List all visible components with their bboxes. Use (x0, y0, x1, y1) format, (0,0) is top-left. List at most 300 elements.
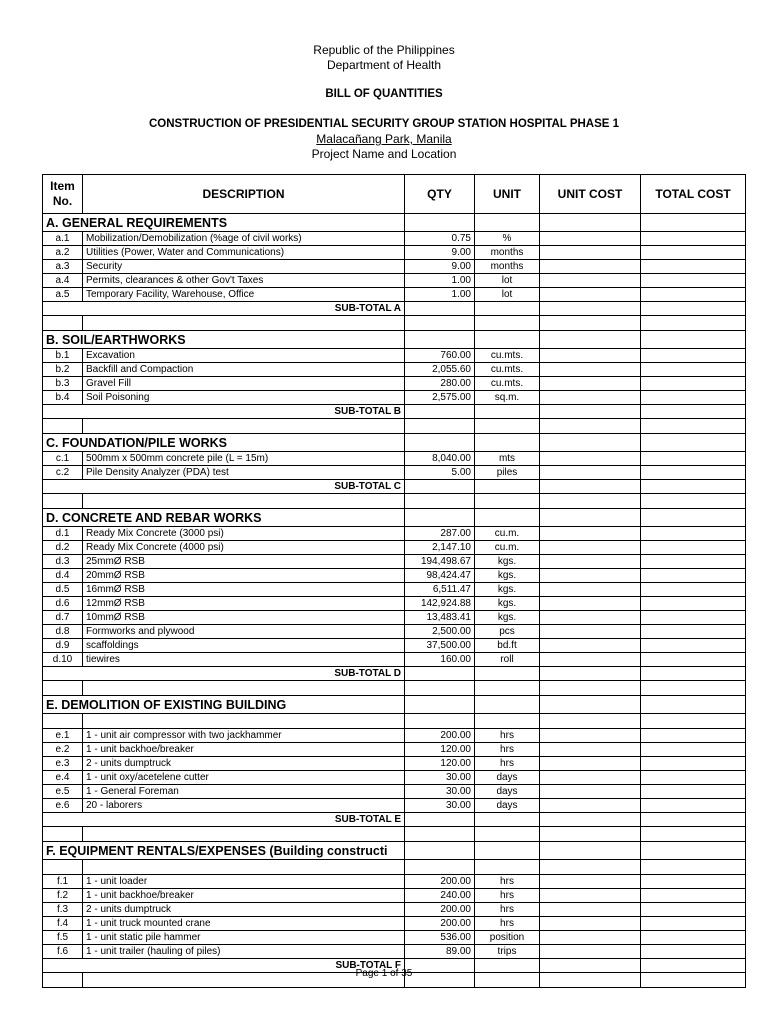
item-no-cell: f.5 (43, 931, 83, 945)
empty-cell (475, 860, 540, 875)
description-cell: scaffoldings (83, 639, 405, 653)
unit-cell: sq.m. (475, 391, 540, 405)
table-row (43, 391, 746, 405)
subtotal-label: SUB-TOTAL E (43, 813, 405, 827)
empty-cell (475, 331, 540, 349)
total-cost-cell (641, 583, 746, 597)
unit-cost-cell (540, 889, 641, 903)
empty-cell (83, 681, 405, 696)
item-no-cell: f.1 (43, 875, 83, 889)
empty-cell (641, 316, 746, 331)
empty-cell (475, 842, 540, 860)
empty-cell (475, 419, 540, 434)
qty-cell: 240.00 (405, 889, 475, 903)
qty-cell: 200.00 (405, 903, 475, 917)
qty-cell: 13,483.41 (405, 611, 475, 625)
description-cell: 2 - units dumptruck (83, 757, 405, 771)
description-cell: 1 - unit trailer (hauling of piles) (83, 945, 405, 959)
unit-cell: position (475, 931, 540, 945)
qty-cell: 5.00 (405, 466, 475, 480)
total-cost-cell (641, 771, 746, 785)
item-no-cell: b.4 (43, 391, 83, 405)
description-cell: Soil Poisoning (83, 391, 405, 405)
qty-cell: 194,498.67 (405, 555, 475, 569)
table-row (43, 274, 746, 288)
header-republic: Republic of the Philippines (313, 43, 455, 57)
item-no-cell: e.1 (43, 729, 83, 743)
table-body (43, 214, 746, 988)
item-no-cell: a.1 (43, 232, 83, 246)
empty-cell (405, 509, 475, 527)
item-no-cell: f.3 (43, 903, 83, 917)
total-cost-cell (641, 639, 746, 653)
unit-cell: trips (475, 945, 540, 959)
total-cost-cell (641, 569, 746, 583)
unit-cost-cell (540, 555, 641, 569)
blank-row (43, 714, 746, 729)
column-header-item-no: Item No. (43, 175, 83, 214)
unit-cell: mts (475, 452, 540, 466)
empty-cell (641, 494, 746, 509)
item-no-cell: a.2 (43, 246, 83, 260)
empty-cell (43, 860, 83, 875)
unit-cost-cell (540, 391, 641, 405)
total-cost-cell (641, 945, 746, 959)
empty-cell (405, 827, 475, 842)
table-header-row (43, 175, 746, 214)
item-no-cell: d.8 (43, 625, 83, 639)
total-cost-cell (641, 799, 746, 813)
empty-cell (405, 681, 475, 696)
item-no-cell: c.1 (43, 452, 83, 466)
qty-cell: 142,924.88 (405, 597, 475, 611)
total-cost-cell (641, 274, 746, 288)
empty-cell (641, 714, 746, 729)
description-cell: 16mmØ RSB (83, 583, 405, 597)
unit-cell: days (475, 785, 540, 799)
empty-cell (475, 405, 540, 419)
qty-cell: 9.00 (405, 260, 475, 274)
subtotal-row (43, 480, 746, 494)
empty-cell (405, 860, 475, 875)
empty-cell (540, 509, 641, 527)
empty-cell (405, 714, 475, 729)
section-heading-row (43, 696, 746, 714)
column-header-unit: UNIT (475, 175, 540, 214)
empty-cell (475, 316, 540, 331)
unit-cell: cu.mts. (475, 349, 540, 363)
unit-cell: cu.m. (475, 527, 540, 541)
empty-cell (540, 214, 641, 232)
item-no-cell: e.5 (43, 785, 83, 799)
item-no-cell: d.5 (43, 583, 83, 597)
empty-cell (641, 434, 746, 452)
empty-cell (405, 331, 475, 349)
unit-cell: months (475, 260, 540, 274)
table-row (43, 597, 746, 611)
total-cost-cell (641, 743, 746, 757)
description-cell: Utilities (Power, Water and Communications) (83, 246, 405, 260)
qty-cell: 30.00 (405, 771, 475, 785)
empty-cell (540, 494, 641, 509)
total-cost-cell (641, 729, 746, 743)
table-row (43, 232, 746, 246)
table-row (43, 653, 746, 667)
empty-cell (475, 434, 540, 452)
empty-cell (475, 302, 540, 316)
unit-cost-cell (540, 274, 641, 288)
empty-cell (405, 405, 475, 419)
header-department: Department of Health (326, 58, 442, 72)
unit-cell: months (475, 246, 540, 260)
description-cell: 1 - unit loader (83, 875, 405, 889)
unit-cost-cell (540, 466, 641, 480)
unit-cost-cell (540, 569, 641, 583)
description-cell: Mobilization/Demobilization (%age of civil works) (83, 232, 405, 246)
empty-cell (540, 302, 641, 316)
section-title: B. SOIL/EARTHWORKS (43, 331, 405, 349)
description-cell: 20mmØ RSB (83, 569, 405, 583)
total-cost-cell (641, 349, 746, 363)
empty-cell (83, 494, 405, 509)
empty-cell (405, 667, 475, 681)
table-row (43, 527, 746, 541)
item-no-cell: e.3 (43, 757, 83, 771)
qty-cell: 120.00 (405, 743, 475, 757)
unit-cost-cell (540, 931, 641, 945)
empty-cell (405, 480, 475, 494)
total-cost-cell (641, 288, 746, 302)
empty-cell (405, 494, 475, 509)
description-cell: 2 - units dumptruck (83, 903, 405, 917)
table-row (43, 466, 746, 480)
item-no-cell: a.4 (43, 274, 83, 288)
empty-cell (475, 714, 540, 729)
empty-cell (43, 419, 83, 434)
unit-cost-cell (540, 757, 641, 771)
section-title: E. DEMOLITION OF EXISTING BUILDING (43, 696, 405, 714)
unit-cell: hrs (475, 757, 540, 771)
qty-cell: 8,040.00 (405, 452, 475, 466)
qty-cell: 89.00 (405, 945, 475, 959)
empty-cell (475, 214, 540, 232)
empty-cell (43, 714, 83, 729)
empty-cell (83, 860, 405, 875)
unit-cost-cell (540, 583, 641, 597)
total-cost-cell (641, 527, 746, 541)
column-header-qty: QTY (405, 175, 475, 214)
table-row (43, 246, 746, 260)
item-no-cell: b.1 (43, 349, 83, 363)
empty-cell (540, 331, 641, 349)
total-cost-cell (641, 611, 746, 625)
table-row (43, 639, 746, 653)
empty-cell (405, 419, 475, 434)
unit-cost-cell (540, 611, 641, 625)
description-cell: 1 - unit oxy/acetelene cutter (83, 771, 405, 785)
description-cell: 1 - unit backhoe/breaker (83, 743, 405, 757)
unit-cell: hrs (475, 917, 540, 931)
unit-cost-cell (540, 771, 641, 785)
empty-cell (641, 860, 746, 875)
description-cell: Ready Mix Concrete (4000 psi) (83, 541, 405, 555)
qty-cell: 6,511.47 (405, 583, 475, 597)
location-caption: Project Name and Location (311, 147, 457, 161)
qty-cell: 2,147.10 (405, 541, 475, 555)
total-cost-cell (641, 363, 746, 377)
table-row (43, 611, 746, 625)
unit-cost-cell (540, 743, 641, 757)
empty-cell (641, 480, 746, 494)
qty-cell: 0.75 (405, 232, 475, 246)
page-number: Page 1 of 35 (355, 968, 413, 979)
empty-cell (540, 316, 641, 331)
qty-cell: 280.00 (405, 377, 475, 391)
qty-cell: 760.00 (405, 349, 475, 363)
unit-cost-cell (540, 653, 641, 667)
unit-cell: cu.m. (475, 541, 540, 555)
table-row (43, 377, 746, 391)
table-row (43, 729, 746, 743)
empty-cell (405, 214, 475, 232)
total-cost-cell (641, 232, 746, 246)
item-no-cell: f.4 (43, 917, 83, 931)
unit-cost-cell (540, 288, 641, 302)
empty-cell (475, 667, 540, 681)
empty-cell (540, 480, 641, 494)
item-no-cell: d.1 (43, 527, 83, 541)
table-row (43, 903, 746, 917)
unit-cost-cell (540, 349, 641, 363)
total-cost-cell (641, 875, 746, 889)
unit-cost-cell (540, 597, 641, 611)
empty-cell (641, 681, 746, 696)
table-row (43, 260, 746, 274)
description-cell: 1 - unit air compressor with two jackhammer (83, 729, 405, 743)
table-row (43, 569, 746, 583)
unit-cell: kgs. (475, 569, 540, 583)
qty-cell: 2,055.60 (405, 363, 475, 377)
unit-cost-cell (540, 232, 641, 246)
total-cost-cell (641, 757, 746, 771)
table-row (43, 583, 746, 597)
empty-cell (43, 494, 83, 509)
total-cost-cell (641, 785, 746, 799)
unit-cost-cell (540, 785, 641, 799)
bill-of-quantities-table (42, 174, 746, 988)
unit-cell: kgs. (475, 611, 540, 625)
empty-cell (641, 302, 746, 316)
empty-cell (540, 696, 641, 714)
qty-cell: 9.00 (405, 246, 475, 260)
empty-cell (641, 667, 746, 681)
section-title: D. CONCRETE AND REBAR WORKS (43, 509, 405, 527)
section-title: A. GENERAL REQUIREMENTS (43, 214, 405, 232)
table-row (43, 889, 746, 903)
empty-cell (540, 813, 641, 827)
item-no-cell: d.9 (43, 639, 83, 653)
empty-cell (83, 714, 405, 729)
table-row (43, 743, 746, 757)
unit-cell: % (475, 232, 540, 246)
unit-cost-cell (540, 729, 641, 743)
unit-cell: lot (475, 274, 540, 288)
empty-cell (540, 419, 641, 434)
item-no-cell: d.10 (43, 653, 83, 667)
empty-cell (540, 842, 641, 860)
unit-cell: hrs (475, 903, 540, 917)
unit-cost-cell (540, 625, 641, 639)
unit-cell: hrs (475, 743, 540, 757)
empty-cell (641, 827, 746, 842)
empty-cell (540, 681, 641, 696)
item-no-cell: d.2 (43, 541, 83, 555)
total-cost-cell (641, 541, 746, 555)
empty-cell (83, 419, 405, 434)
total-cost-cell (641, 466, 746, 480)
empty-cell (405, 302, 475, 316)
subtotal-label: SUB-TOTAL F (43, 959, 405, 973)
empty-cell (43, 827, 83, 842)
empty-cell (475, 681, 540, 696)
empty-cell (540, 667, 641, 681)
unit-cell: hrs (475, 729, 540, 743)
unit-cost-cell (540, 452, 641, 466)
unit-cost-cell (540, 363, 641, 377)
empty-cell (540, 714, 641, 729)
blank-row (43, 494, 746, 509)
subtotal-label: SUB-TOTAL B (43, 405, 405, 419)
description-cell: 1 - unit backhoe/breaker (83, 889, 405, 903)
empty-cell (540, 434, 641, 452)
subtotal-row (43, 813, 746, 827)
empty-cell (641, 419, 746, 434)
blank-row (43, 419, 746, 434)
empty-cell (641, 696, 746, 714)
unit-cell: kgs. (475, 597, 540, 611)
section-heading-row (43, 331, 746, 349)
unit-cell: hrs (475, 875, 540, 889)
qty-cell: 287.00 (405, 527, 475, 541)
unit-cell: kgs. (475, 583, 540, 597)
description-cell: 12mmØ RSB (83, 597, 405, 611)
section-heading-row (43, 842, 746, 860)
empty-cell (641, 214, 746, 232)
empty-cell (475, 696, 540, 714)
subtotal-row (43, 667, 746, 681)
description-cell: 25mmØ RSB (83, 555, 405, 569)
table-row (43, 757, 746, 771)
empty-cell (475, 494, 540, 509)
qty-cell: 200.00 (405, 729, 475, 743)
description-cell: Ready Mix Concrete (3000 psi) (83, 527, 405, 541)
description-cell: Excavation (83, 349, 405, 363)
table-row (43, 452, 746, 466)
table-row (43, 288, 746, 302)
empty-cell (405, 813, 475, 827)
total-cost-cell (641, 260, 746, 274)
unit-cost-cell (540, 945, 641, 959)
qty-cell: 200.00 (405, 875, 475, 889)
description-cell: Backfill and Compaction (83, 363, 405, 377)
total-cost-cell (641, 625, 746, 639)
unit-cost-cell (540, 260, 641, 274)
item-no-cell: f.2 (43, 889, 83, 903)
unit-cell: days (475, 771, 540, 785)
qty-cell: 98,424.47 (405, 569, 475, 583)
total-cost-cell (641, 377, 746, 391)
subtotal-label: SUB-TOTAL C (43, 480, 405, 494)
table-row (43, 799, 746, 813)
table-row (43, 349, 746, 363)
empty-cell (405, 434, 475, 452)
blank-row (43, 827, 746, 842)
section-title: C. FOUNDATION/PILE WORKS (43, 434, 405, 452)
total-cost-cell (641, 653, 746, 667)
item-no-cell: b.3 (43, 377, 83, 391)
item-no-cell: c.2 (43, 466, 83, 480)
section-heading-row (43, 434, 746, 452)
empty-cell (83, 827, 405, 842)
description-cell: Temporary Facility, Warehouse, Office (83, 288, 405, 302)
item-no-cell: d.7 (43, 611, 83, 625)
table-row (43, 785, 746, 799)
total-cost-cell (641, 555, 746, 569)
qty-cell: 30.00 (405, 785, 475, 799)
unit-cost-cell (540, 799, 641, 813)
empty-cell (475, 813, 540, 827)
qty-cell: 160.00 (405, 653, 475, 667)
empty-cell (83, 316, 405, 331)
description-cell: 10mmØ RSB (83, 611, 405, 625)
total-cost-cell (641, 889, 746, 903)
qty-cell: 1.00 (405, 274, 475, 288)
item-no-cell: d.6 (43, 597, 83, 611)
blank-row (43, 316, 746, 331)
empty-cell (43, 316, 83, 331)
total-cost-cell (641, 903, 746, 917)
blank-row (43, 860, 746, 875)
item-no-cell: a.5 (43, 288, 83, 302)
description-cell: Permits, clearances & other Gov't Taxes (83, 274, 405, 288)
unit-cell: bd.ft (475, 639, 540, 653)
total-cost-cell (641, 597, 746, 611)
item-no-cell: d.4 (43, 569, 83, 583)
description-cell: 20 - laborers (83, 799, 405, 813)
empty-cell (405, 316, 475, 331)
unit-cell: lot (475, 288, 540, 302)
empty-cell (641, 331, 746, 349)
table-row (43, 771, 746, 785)
table-row (43, 541, 746, 555)
empty-cell (405, 696, 475, 714)
subtotal-row (43, 302, 746, 316)
table-row (43, 363, 746, 377)
qty-cell: 37,500.00 (405, 639, 475, 653)
table-row (43, 555, 746, 569)
table-row (43, 917, 746, 931)
unit-cell: pcs (475, 625, 540, 639)
section-title: F. EQUIPMENT RENTALS/EXPENSES (Building constructi (43, 842, 405, 860)
project-name: CONSTRUCTION OF PRESIDENTIAL SECURITY GROUP STATION HOSPITAL PHASE 1 (148, 118, 620, 130)
item-no-cell: d.3 (43, 555, 83, 569)
column-header-description: DESCRIPTION (83, 175, 405, 214)
item-no-cell: a.3 (43, 260, 83, 274)
qty-cell: 30.00 (405, 799, 475, 813)
description-cell: 1 - unit static pile hammer (83, 931, 405, 945)
unit-cost-cell (540, 875, 641, 889)
total-cost-cell (641, 931, 746, 945)
